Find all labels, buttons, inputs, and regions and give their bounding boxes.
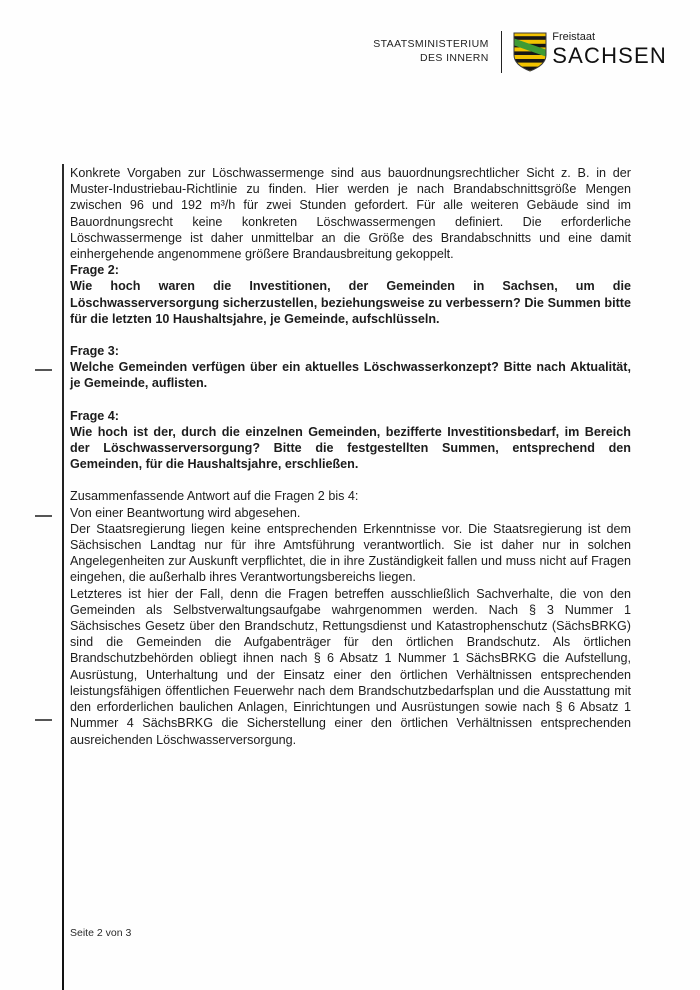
state-name-small: Freistaat: [552, 31, 596, 43]
question-2-text: Wie hoch waren die Investitionen, der Gemeinden in Sachsen, um die Löschwasserversorgung sicherzustellen, beziehungsweise zu verbessern? Die Summen bitte für die letzten 10 Haushaltsjahre, je Gemeinde, aufschlüsseln.: [70, 279, 631, 326]
question-4-text: Wie hoch ist der, durch die einzelnen Gemeinden, bezifferte Investitionsbedarf, im Bereich der Löschwasserversorgung? Bitte die festgestellten Summen, entsprechend den Gemeinden, für die Haushaltsjahre, erschließen.: [70, 424, 631, 472]
question-4-block: [70, 408, 631, 473]
header-divider: [501, 31, 503, 73]
answer-heading: Zusammenfassende Antwort auf die Fragen 2 bis 4:: [70, 489, 359, 504]
ministry-line-2: DES INNERN: [419, 52, 489, 64]
document-body: [70, 165, 631, 748]
answer-paragraph-2: Der Staatsregierung liegen keine entsprechenden Erkenntnisse vor. Die Staatsregierung ist dem Sächsischen Landtag nur für ihre Amtsführung verantwortlich. Sie ist daher nur in solchen Angelegenheiten zur Auskunft verpflichtet, die in ihre Zuständigkeit fallen und muss nicht auf Fragen eingehen, die außerhalb ihres Verantwortungsbereichs liegen.: [70, 521, 631, 585]
saxony-coat-of-arms-icon: [513, 32, 547, 72]
saxony-logo: [513, 31, 667, 72]
answer-paragraph-3: Letzteres ist hier der Fall, denn die Fragen betreffen ausschließlich Sachverhalte, die von den Gemeinden als Selbstverwaltungsaufgabe wahrgenommen werden. Nach § 3 Nummer 1 Sächsisches Gesetz über den Brandschutz, Rettungsdienst und Katastrophenschutz (SächsBRKG) sind die Gemeinden die Aufgabenträger für den örtlichen Brandschutz. Als örtlichen Brandschutzbehörden obliegt ihnen nach § 6 Absatz 1 Nummer 1 SächsBRKG die Aufstellung, Ausrüstung, Unterhaltung und der Einsatz einer den örtlichen Verhältnissen entsprechenden leistungsfähigen öffentlichen Feuerwehr nach dem Brandschutzbedarfsplan und die Ausstattung mit den erforderlichen baulichen Anlagen, Einrichtungen und Ausrüstungen sowie nach § 6 Absatz 1 Nummer 4 SächsBRKG die Sicherstellung einer den örtlichen Verhältnissen entsprechenden ausreichenden Löschwasserversorgung.: [70, 586, 631, 747]
ministry-name: [373, 37, 489, 65]
letterhead: [373, 31, 667, 73]
state-name-large: SACHSEN: [552, 43, 667, 68]
question-3-label: Frage 3:: [70, 344, 119, 359]
shield-stripe: [513, 59, 547, 63]
answer-paragraph-1: Von einer Beantwortung wird abgesehen.: [70, 505, 301, 520]
question-3-block: [70, 343, 631, 392]
question-3-text: Welche Gemeinden verfügen über ein aktuelles Löschwasserkonzept? Bitte nach Aktualität, je Gemeinde, auflisten.: [70, 360, 631, 391]
state-name: [552, 31, 667, 68]
question-2-block: [70, 262, 631, 327]
page-indicator: Seite 2 von 3: [70, 927, 132, 939]
ministry-line-1: STAATSMINISTERIUM: [373, 38, 489, 50]
question-2-label: Frage 2:: [70, 263, 119, 278]
fold-mark: [35, 515, 52, 517]
scan-edge-artifact: [62, 164, 64, 990]
paragraph-intro: Konkrete Vorgaben zur Löschwassermenge sind aus bauordnungsrechtlicher Sicht z. B. in der Muster-Industriebau-Richtlinie zu finden. Hier werden je nach Brandabschnittsgröße Mengen zwischen 96 und 192 m³/h für zwei Stunden gefordert. Für alle weiteren Gebäude sind im Bauordnungsrecht keine konkreten Löschwassermengen definiert. Die erforderliche Löschwassermenge ist daher unmittelbar an die Größe des Brandabschnitts und eine damit einhergehende angenommene größere Brandausbreitung gekoppelt.: [70, 166, 631, 262]
fold-mark: [35, 719, 52, 721]
question-4-label: Frage 4:: [70, 408, 119, 423]
fold-mark: [35, 369, 52, 371]
shield-stripe: [513, 36, 547, 40]
shield-stripe: [513, 67, 547, 71]
